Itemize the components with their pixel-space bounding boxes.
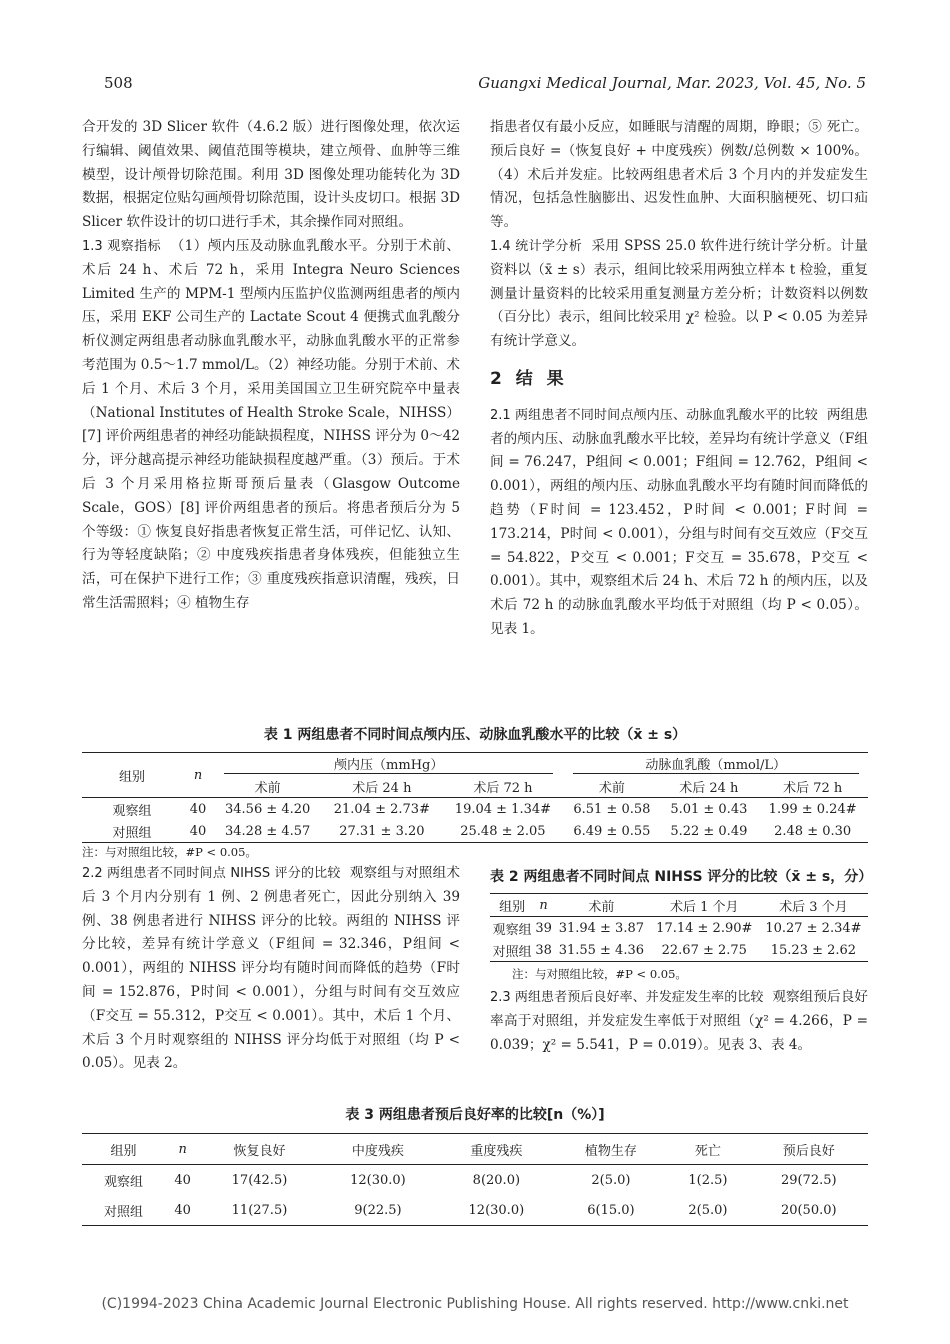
- table2-header: 术后 1 个月: [650, 894, 759, 917]
- table-cell: 40: [165, 1195, 200, 1226]
- table-cell: 10.27 ± 2.34#: [765, 920, 862, 936]
- table1-header-group: 组别: [82, 753, 182, 798]
- table2-header: 组别: [490, 894, 534, 917]
- table-cell: 34.56 ± 4.20: [225, 801, 311, 817]
- table-row: [82, 1195, 868, 1226]
- table-cell: 1.99 ± 0.24#: [768, 801, 857, 817]
- paragraph-observation: [82, 235, 460, 616]
- page-number: 508: [104, 74, 133, 92]
- copyright-footer: (C)1994-2023 China Academic Journal Electronic Publishing House. All rights reserved. http://www.cnki.net: [101, 1296, 849, 1312]
- table-cell: 对照组: [82, 820, 182, 843]
- statistics-text: 采用 SPSS 25.0 软件进行统计学分析。计量资料以（x̄ ± s）表示，组间比较采用两独立样本 t 检验，重复测量计量资料的比较采用重复测量方差分析；计数资料以例数（百分比）表示，组间比较采用 χ² 检验。以 P < 0.05 为差异有统计学意义。: [490, 237, 868, 350]
- table-cell: 25.48 ± 2.05: [442, 820, 563, 843]
- table3: [82, 1133, 868, 1226]
- table2-header: 术前: [553, 894, 650, 917]
- table-cell: 34.28 ± 4.57: [214, 820, 321, 843]
- table2-header: 术后 3 个月: [759, 894, 868, 917]
- table-cell: 40: [174, 1172, 191, 1188]
- table1-header-lactate: 动脉血乳酸（mmol/L）: [563, 753, 868, 776]
- table3-header: 植物生存: [556, 1134, 667, 1165]
- table-cell: 19.04 ± 1.34#: [454, 801, 552, 817]
- table3-header: n: [165, 1134, 200, 1165]
- table1-header-icp: 颅内压（mmHg）: [214, 753, 563, 776]
- results-2-3-text: 观察组预后良好率高于对照组，并发症发生率低于对照组（χ² = 4.266，P = 0.039；χ² = 5.541，P = 0.019）。见表 3、表 4。: [490, 989, 868, 1053]
- table-cell: 2(5.0): [666, 1195, 749, 1226]
- paragraph-gos: 指患者仅有最小反应，如睡眠与清醒的周期，睁眼；⑤ 死亡。预后良好 =（恢复良好 + 中度残疾）例数/总例数 × 100%。（4）术后并发症。比较两组患者术后 3 个月内的并发症发生情况，包括急性脑膨出、迟发性血肿、大面积脑梗死、切口疝等。: [490, 119, 868, 231]
- section-heading-1-3: 1.3 观察指标: [82, 238, 162, 254]
- table-cell: 6(15.0): [556, 1195, 667, 1226]
- table2-title: 表 2 两组患者不同时间点 NIHSS 评分的比较（x̄ ± s，分）: [490, 869, 873, 885]
- table1-time-header: 术前: [563, 775, 660, 798]
- table-cell: 31.94 ± 3.87: [558, 920, 645, 936]
- table-cell: 9(22.5): [319, 1195, 437, 1226]
- table-cell: 观察组: [112, 803, 152, 819]
- table-cell: 5.22 ± 0.49: [660, 820, 757, 843]
- table1-time-header: 术后 24 h: [321, 775, 442, 798]
- table-cell: 38: [534, 939, 553, 962]
- results-2-2-text: 观察组与对照组术后 3 个月内分别有 1 例、2 例患者死亡，因此分别纳入 39 例、38 例患者进行 NIHSS 评分的比较。两组的 NIHSS 评分比较，差异有统计学意义（F组间 = 32.346，P组间 < 0.001），两组的 NIHSS 评分均有随时间而降低的趋势（F时间 = 152.876，P时间 < 0.001），分组与时间有交互效应（F交互 = 55.312，P交互 < 0.001）。其中，术后 1 个月、术后 3 个月时观察组的 NIHSS 评分均低于对照组（均 P < 0.05）。见表 2。: [82, 865, 460, 1072]
- table-cell: 1(2.5): [688, 1172, 728, 1188]
- table-cell: 8(20.0): [472, 1172, 521, 1188]
- table-cell: 15.23 ± 2.62: [759, 939, 868, 962]
- table-cell: 对照组: [82, 1195, 165, 1226]
- table-cell: 40: [189, 801, 207, 817]
- table3-header: 预后良好: [750, 1134, 868, 1165]
- table-cell: 22.67 ± 2.75: [650, 939, 759, 962]
- paragraph-results-2-1: [490, 404, 868, 642]
- paragraph-statistics: [490, 235, 868, 354]
- table-cell: 21.04 ± 2.73#: [333, 801, 430, 817]
- table-cell: 2(5.0): [591, 1172, 631, 1188]
- table2: [490, 893, 868, 962]
- table-cell: 观察组: [492, 922, 532, 938]
- table1-time-header: 术后 72 h: [757, 775, 868, 798]
- table2-header: n: [534, 894, 553, 917]
- right-column: [490, 116, 868, 642]
- section-heading-2-2: 2.2 两组患者不同时间点 NIHSS 评分的比较: [82, 866, 341, 881]
- table2-note: 注：与对照组比较，#P < 0.05。: [512, 967, 687, 981]
- table1-title: 表 1 两组患者不同时间点颅内压、动脉血乳酸水平的比较（x̄ ± s）: [263, 727, 687, 743]
- table3-header: 中度残疾: [319, 1134, 437, 1165]
- table1-header-n: n: [182, 753, 214, 798]
- table-cell: 5.01 ± 0.43: [670, 801, 748, 817]
- table1-time-header: 术前: [214, 775, 321, 798]
- table3-header: 恢复良好: [200, 1134, 318, 1165]
- table-row: [82, 798, 868, 821]
- results-2-1-text: 两组患者的颅内压、动脉血乳酸水平比较，差异均有统计学意义（F组间 = 76.247，P组间 < 0.001；F组间 = 12.762，P组间 < 0.001），两组的颅内压、动脉血乳酸水平均有随时间而降低的趋势（F时间 = 123.452，P时间 < 0.001；F时间 = 173.214，P时间 < 0.001），分组与时间有交互效应（F交互 = 54.822，P交互 < 0.001；F交互 = 35.678，P交互 < 0.001）。其中，观察组术后 24 h、术后 72 h 的颅内压，以及术后 72 h 的动脉血乳酸水平均低于对照组（均 P < 0.05）。见表 1。: [490, 406, 868, 637]
- table3-header: 重度残疾: [437, 1134, 555, 1165]
- observation-text: （1）颅内压及动脉血乳酸水平。分别于术前、术后 24 h、术后 72 h，采用 Integra Neuro Sciences Limited 生产的 MPM-1 型颅内压监护仪监测两组患者的颅内压，采用 EKF 公司生产的 Lactate Scout 4 便携式血乳酸分析仪测定两组患者动脉血乳酸水平，动脉血乳酸水平的正常参考范围为 0.5～1.7 mmol/L。（2）神经功能。分别于术前、术后 1 个月、术后 3 个月，采用美国国立卫生研究院卒中量表（National Institutes of Health Stroke Scale，NIHSS）[7] 评价两组患者的神经功能缺损程度，NIHSS 评分为 0～42 分，评分越高提示神经功能缺损程度越严重。（3）预后。于术后 3 个月采用格拉斯哥预后量表（Glasgow Outcome Scale，GOS）[8] 评价两组患者的预后。将患者预后分为 5 个等级：① 恢复良好指患者恢复正常生活，可伴记忆、认知、行为等轻度缺陷；② 中度残疾指患者身体残疾，但能独立生活，可在保护下进行工作；③ 重度残疾指意识清醒，残疾，日常生活需照料；④ 植物生存: [82, 237, 460, 611]
- table-cell: 17.14 ± 2.90#: [656, 920, 753, 936]
- paragraph-results-2-2: [82, 862, 460, 1076]
- table-cell: 11(27.5): [200, 1195, 318, 1226]
- table-cell: 39: [535, 920, 552, 936]
- section-heading-2-1: 2.1 两组患者不同时间点颅内压、动脉血乳酸水平的比较: [490, 407, 818, 423]
- paragraph-results-2-3: [490, 986, 868, 1057]
- table-cell: 2.48 ± 0.30: [757, 820, 868, 843]
- journal-header: Guangxi Medical Journal, Mar. 2023, Vol. 45, No. 5: [478, 74, 866, 92]
- table-cell: 27.31 ± 3.20: [321, 820, 442, 843]
- table-cell: 29(72.5): [780, 1172, 837, 1188]
- table1-note: 注：与对照组比较，#P < 0.05。: [82, 845, 257, 859]
- table-cell: 观察组: [104, 1174, 144, 1190]
- table-cell: 17(42.5): [231, 1172, 288, 1188]
- table-cell: 对照组: [490, 939, 534, 962]
- table-row: [490, 939, 868, 962]
- table-cell: 6.51 ± 0.58: [573, 801, 651, 817]
- table-cell: 12(30.0): [350, 1172, 406, 1188]
- table-cell: 20(50.0): [750, 1195, 868, 1226]
- section-2-3: [490, 986, 868, 1057]
- table-cell: 40: [182, 820, 214, 843]
- left-column: [82, 116, 460, 616]
- table-cell: 12(30.0): [437, 1195, 555, 1226]
- table3-header: 死亡: [666, 1134, 749, 1165]
- table-cell: 31.55 ± 4.36: [553, 939, 650, 962]
- section-2-2: [82, 862, 460, 1076]
- table-row: [82, 820, 868, 843]
- section-heading-2-3: 2.3 两组患者预后良好率、并发症发生率的比较: [490, 990, 764, 1005]
- table-row: [490, 917, 868, 940]
- table3-header: 组别: [82, 1134, 165, 1165]
- paragraph-slicer: 合开发的 3D Slicer 软件（4.6.2 版）进行图像处理，依次运行编辑、阈值效果、阈值范围等模块，建立颅骨、血肿等三维模型，设计颅骨切除范围。利用 3D 图像处理功能转化为 3D 数据，根据定位贴勾画颅骨切除范围，设计头皮切口。根据 3D Slicer 软件设计的切口进行手术，其余操作同对照组。: [82, 119, 460, 231]
- table3-title: 表 3 两组患者预后良好率的比较[n（%）]: [345, 1107, 605, 1123]
- section-heading-results: 2 结 果: [490, 368, 568, 389]
- table-cell: 6.49 ± 0.55: [563, 820, 660, 843]
- table-row: [82, 1165, 868, 1196]
- table1-time-header: 术后 24 h: [660, 775, 757, 798]
- section-heading-1-4: 1.4 统计学分析: [490, 238, 583, 254]
- table1-time-header: 术后 72 h: [442, 775, 563, 798]
- table1: [82, 752, 868, 843]
